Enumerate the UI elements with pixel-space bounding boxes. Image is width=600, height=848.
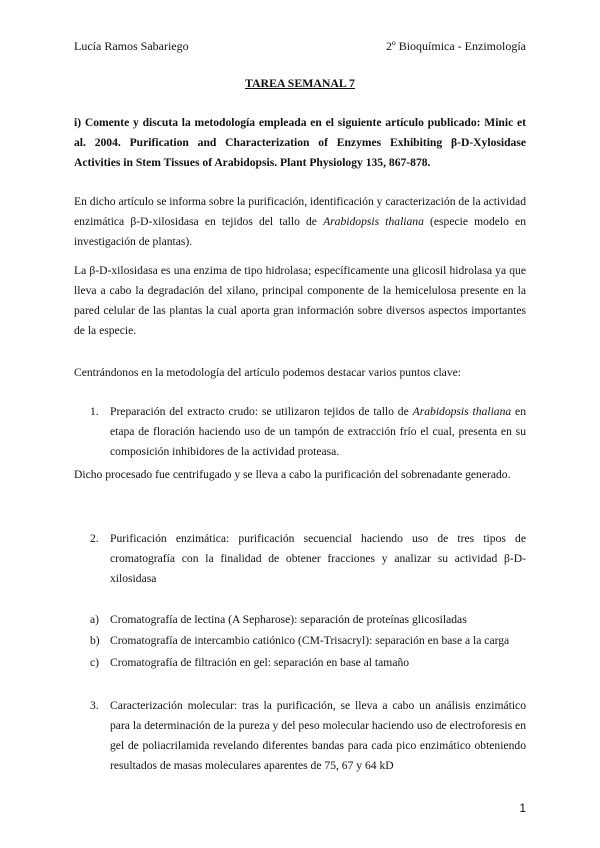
intro-text-after: (especie modelo en investigación de plantas).: [74, 215, 526, 248]
chromatography-c-text: Cromatografía de filtración en gel: separación en base al tamaño: [110, 656, 410, 669]
chromatography-a-letter: a): [90, 613, 100, 626]
point-2-text: Purificación enzimática: purificación secuencial haciendo uso de tres tipos de cromatografía con la finalidad de obtener fracciones y analizar su actividad β-D-xilosidasa: [110, 532, 526, 585]
page-title: TAREA SEMANAL 7: [245, 76, 355, 90]
point-3-number: 3.: [90, 699, 99, 712]
intro-text-before: En dicho artículo se informa sobre la purificación, identificación y caracterización de la actividad enzimática β-D-xilosidasa en tejidos del tallo de: [74, 195, 526, 228]
intro-paragraph-2: La β-D-xilosidasa es una enzima de tipo hidrolasa; específicamente una glicosil hidrolasa ya que lleva a cabo la degradación del xilano, principal componente de la hemicelulosa presente en la pared celular de las plantas la cual aporta gran información sobre diversos aspectos importantes de la especie.: [74, 264, 526, 337]
point-1-before: Preparación del extracto crudo: se utilizaron tejidos de tallo de: [110, 405, 413, 418]
centrifuge-note: Dicho procesado fue centrifugado y se lleva a cabo la purificación del sobrenadante generado.: [74, 468, 511, 481]
header-author: Lucía Ramos Sabariego: [74, 39, 189, 53]
chromatography-b-letter: b): [90, 634, 100, 647]
header-course: 2º Bioquímica - Enzimología: [385, 39, 526, 53]
species-name: Arabidopsis thaliana: [323, 215, 424, 228]
point-2-number: 2.: [90, 532, 99, 545]
chromatography-c-letter: c): [90, 656, 100, 669]
chromatography-a-text: Cromatografía de lectina (A Sepharose): separación de proteínas glicosiladas: [110, 613, 467, 626]
page-number: 1: [519, 801, 526, 815]
point-1-after: en etapa de floración haciendo uso de un tampón de extracción frío el cual, presenta en su composición inhibidores de la actividad proteasa.: [110, 405, 526, 458]
point-1-species: Arabidopsis thaliana: [412, 405, 512, 418]
question-text: i) Comente y discuta la metodología empleada en el siguiente artículo publicado: Minic et al. 2004. Purification and Characterization of Enzymes Exhibiting β-D-Xylosidase Activities in Stem Tissues of Arabidopsis. Plant Physiology 135, 867-878.: [74, 116, 526, 169]
point-3-text: Caracterización molecular: tras la purificación, se lleva a cabo un análisis enzimático para la determinación de la pureza y del peso molecular haciendo uso de electroforesis en gel de poliacrilamida revelando diferentes bandas para cada pico enzimático obteniendo resultados de masas moleculares aparentes de 75, 67 y 64 kD: [110, 699, 526, 772]
methodology-intro: Centrándonos en la metodología del artículo podemos destacar varios puntos clave:: [74, 366, 461, 379]
intro-paragraph-1: [74, 192, 526, 252]
chromatography-b-text: Cromatografía de intercambio catiónico (CM-Trisacryl): separación en base a la carga: [110, 634, 510, 647]
point-1-text: [110, 402, 526, 462]
point-1-number: 1.: [90, 405, 99, 418]
